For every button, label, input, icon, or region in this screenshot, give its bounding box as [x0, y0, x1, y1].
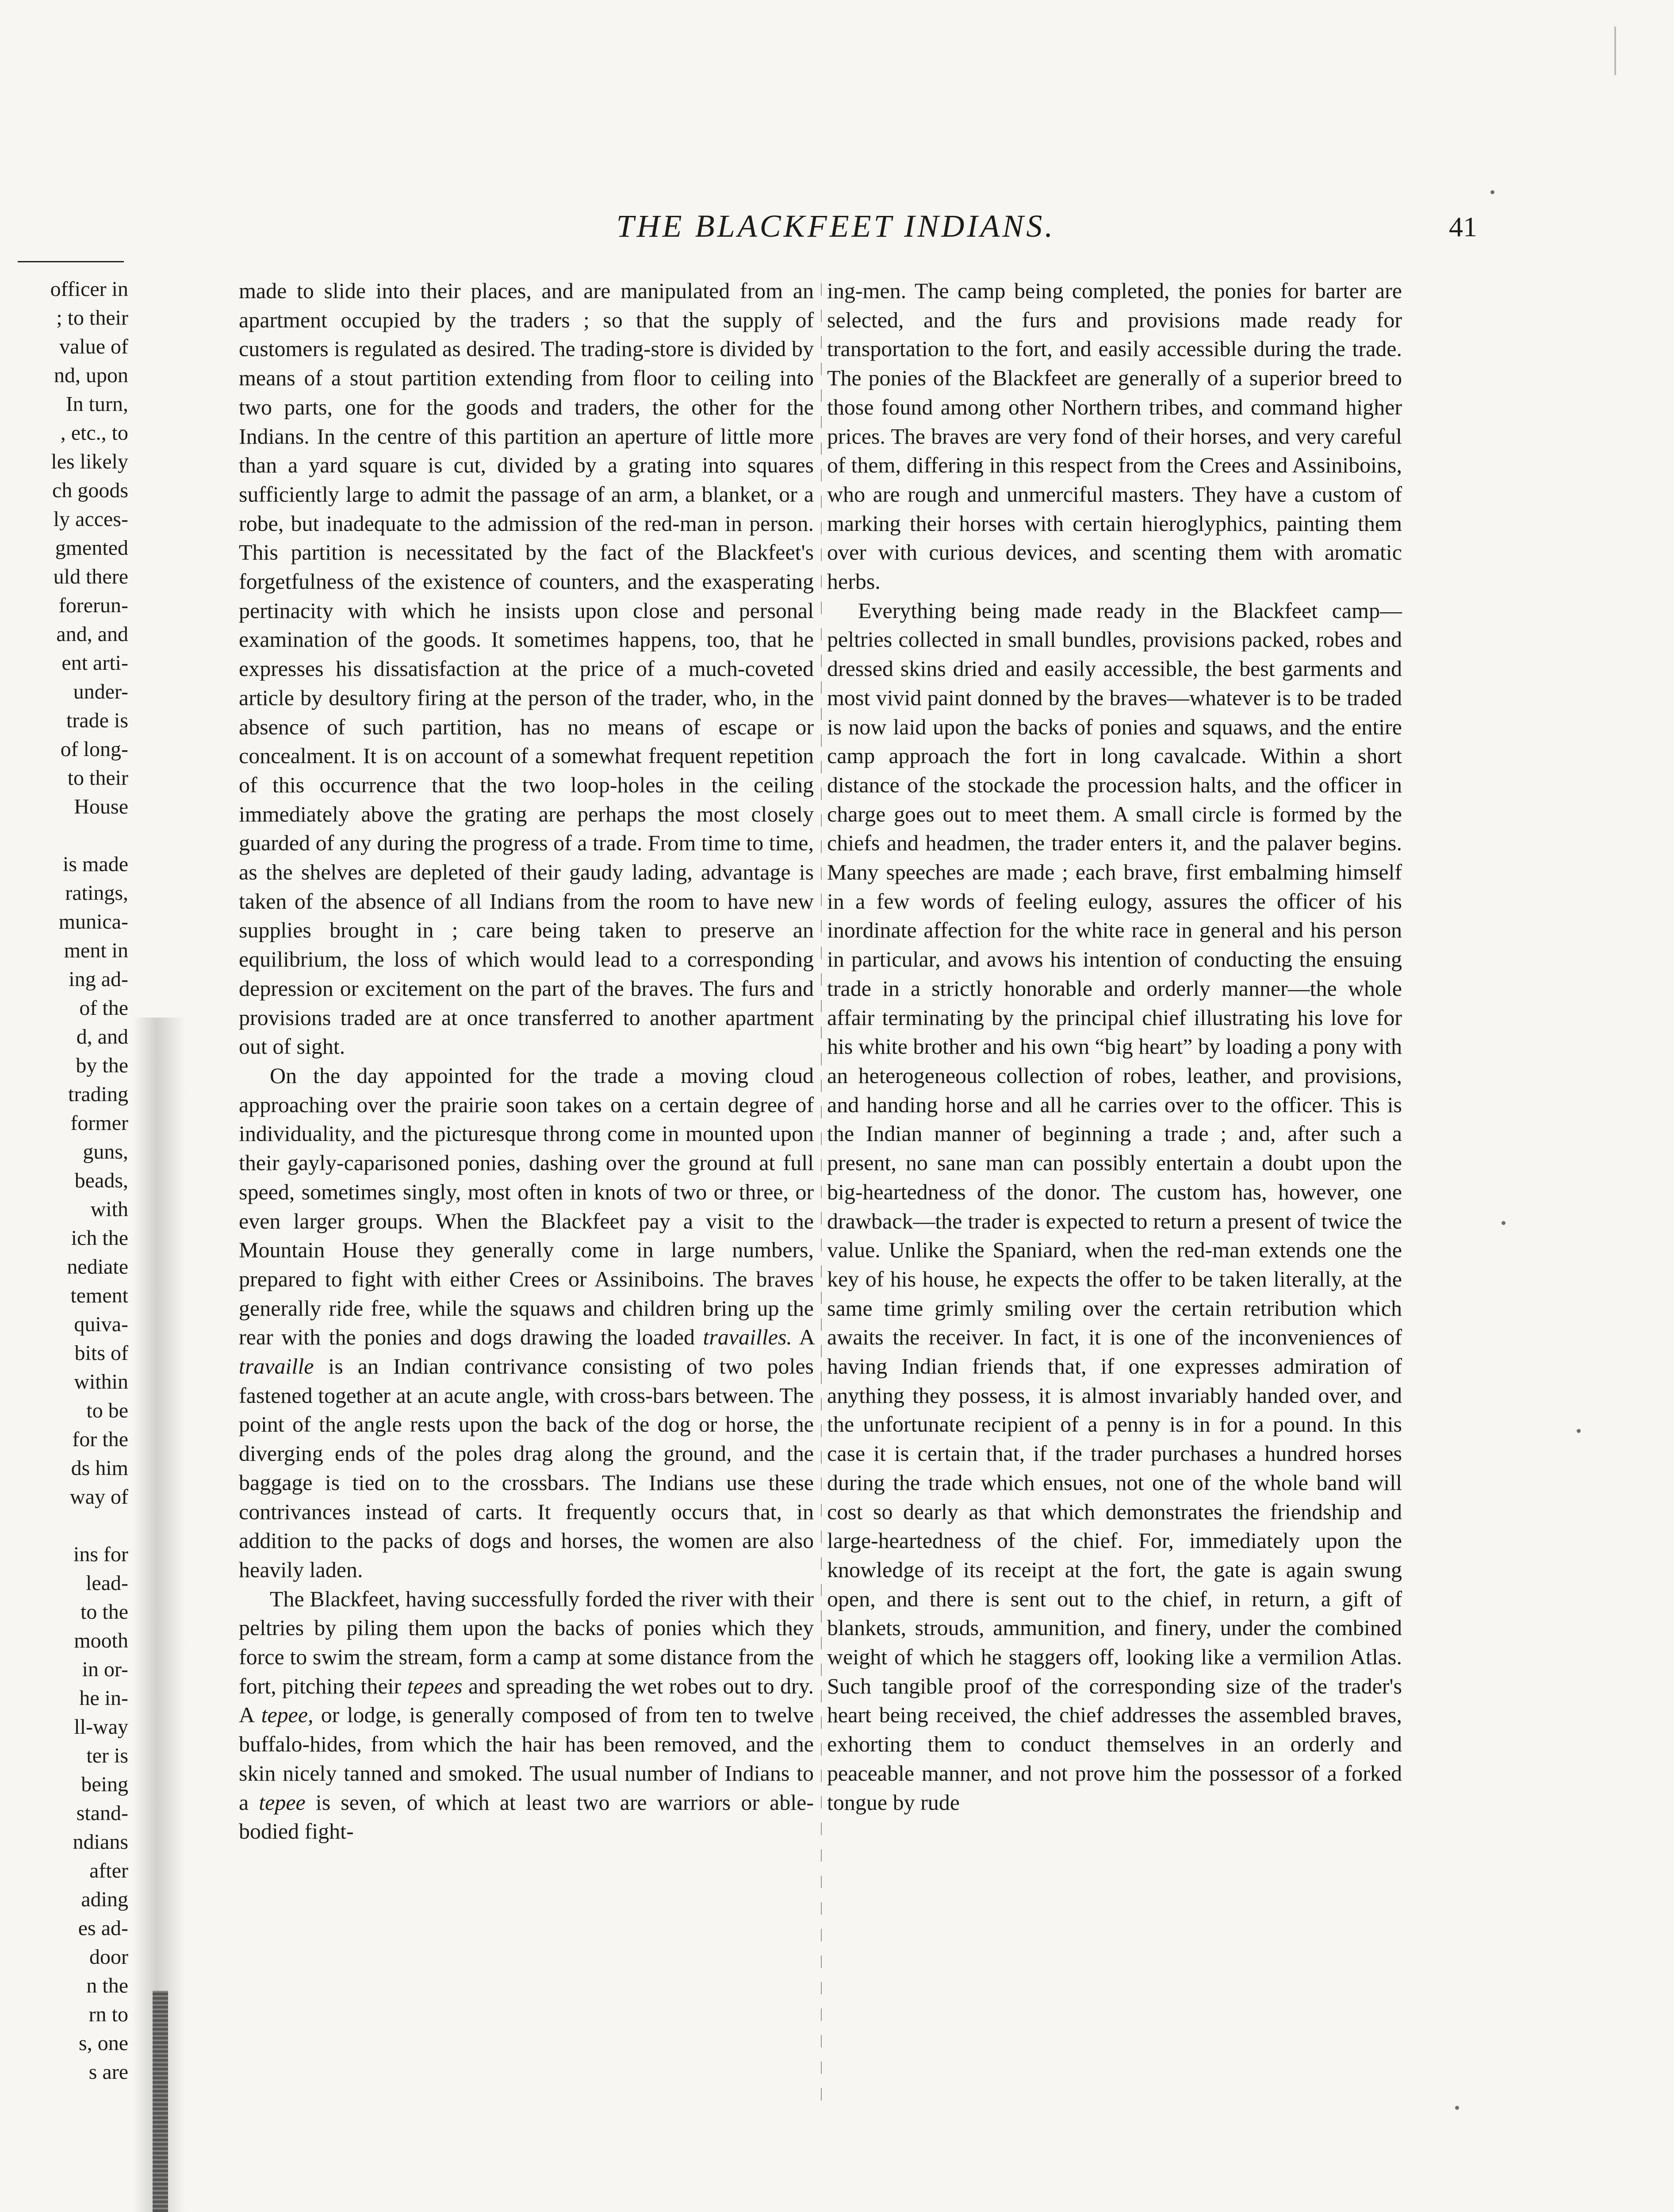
fragment-line: in or- — [82, 1658, 128, 1681]
paper-speck — [1490, 190, 1494, 194]
fragment-line: ment in — [64, 939, 128, 962]
fragment-line: nd, upon — [54, 364, 128, 387]
fragment-line: ndians — [73, 1830, 128, 1854]
column-divider — [821, 283, 822, 2110]
fragment-line: lead- — [86, 1571, 128, 1595]
fragment-line: officer in — [50, 277, 128, 301]
paper-speck — [1502, 1221, 1505, 1225]
page-number: 41 — [1449, 211, 1477, 242]
paragraph: Everything being made ready in the Blackfeet camp—peltries collected in small bundles, provisions packed, robes and dressed skins dried and easily accessible, the best garments and most vivid paint donned by the braves—whatever is to be traded is now laid upon the backs of ponies and squaws, and the entire camp approach the fort in long cavalcade. Within a short distance of the stockade the procession halts, and the officer in charge goes out to meet them. A small circle is formed by the chiefs and headmen, the trader enters it, and the palaver begins. Many speeches are made ; each brave, first embalming himself in a few words of feeling eulogy, assures the officer of his inordinate affection for the white race in general and his person in particular, and avows his intention of conducting the ensuing trade in a strictly honorable and orderly manner—the whole affair terminating by the principal chief illustrating his love for his white brother and his own “big heart” by loading a pony with an heterogeneous collection of robes, leather, and provisions, and handing horse and all he carries over to the officer. This is the Indian manner of beginning a trade ; and, after such a present, no sane man can possibly entertain a doubt upon the big-heartedness of the donor. The custom has, however, one drawback—the trader is expected to return a present of twice the value. Unlike the Spaniard, when the red-man extends one the key of his house, he expects the offer to be taken literally, at the same time grimly smiling over the certain retribution which awaits the receiver. In fact, it is one of the inconveniences of having Indian friends that, if one expresses admiration of anything they possess, it is almost invariably handed over, and the unfortunate recipient of a penny is in for a pound. In this case it is certain that, if the trader purchases a hundred horses during the trade which ensues, not one of the whole band will cost so dearly as that which demonstrates the friendship and large-heartedness of the chief. For, immediately upon the knowledge of its receipt at the fort, the gate is again swung open, and there is sent out to the chief, in return, a gift of blankets, strouds, ammunition, and finery, under the combined weight of which he staggers off, looking like a vermilion Atlas. Such tangible proof of the corresponding size of the trader's heart being received, the chief addresses the assembled braves, exhorting them to conduct themselves in an orderly and peaceable manner, and not prove him the possessor of a forked tongue by rude — [827, 598, 1402, 1815]
fragment-line: he in- — [79, 1686, 128, 1710]
fragment-line: ly acces- — [53, 507, 128, 531]
fragment-line: quiva- — [74, 1313, 128, 1336]
fragment-line: mooth — [74, 1629, 128, 1652]
fragment-line: value of — [59, 335, 128, 358]
fragment-line: In turn, — [65, 392, 128, 416]
fragment-line: ch goods — [52, 479, 128, 502]
fragment-line: door — [89, 1945, 128, 1969]
fragment-line: trading — [68, 1083, 128, 1106]
fragment-line: to their — [67, 766, 128, 790]
fragment-group-3 — [18, 1540, 128, 2086]
fragment-line: nediate — [67, 1255, 128, 1279]
fragment-line: under- — [73, 680, 128, 703]
fragment-line: by the — [76, 1054, 128, 1077]
running-header — [221, 208, 1477, 252]
fragment-line: for the — [72, 1428, 128, 1451]
fragment-line: forerun- — [58, 594, 128, 617]
page-edge-mark — [1614, 27, 1616, 75]
fragment-line: les likely — [51, 450, 128, 473]
fragment-line: s are — [88, 2060, 128, 2084]
running-title: THE BLACKFEET INDIANS. — [616, 208, 1056, 244]
paragraph: made to slide into their places, and are manipulated from an apartment occupied by the traders ; so that the supply of customers is regulated as desired. The trading-store is divided by means of a stout partition extending from floor to ceiling into two parts, one for the goods and traders, the other for the Indians. In the centre of this partition an aperture of little more than a yard square is cut, divided by a grating into squares sufficiently large to admit the passage of an arm, a blanket, or a robe, but inadequate to the admission of the red-man in person. This partition is necessitated by the fact of the Blackfeet's forgetfulness of the existence of counters, and the exasperating pertinacity with which he insists upon close and personal examination of the goods. It sometimes happens, too, that he expresses his dissatisfaction at the price of a much-coveted article by desultory firing at the person of the trader, who, in the absence of such partition, has no means of escape or concealment. It is on account of a somewhat frequent repetition of this occurrence that the two loop-holes in the ceiling immediately above the grating are perhaps the most closely guarded of any during the progress of a trade. From time to time, as the shelves are depleted of their gaudy lading, advantage is taken of the absence of all Indians from the room to have new supplies brought in ; care being taken to preserve an equilibrium, the loss of which would lead to a corresponding depression or excitement on the part of the braves. The furs and provisions traded are at once transferred to another apartment out of sight. — [239, 278, 814, 1059]
fragment-line: ading — [81, 1888, 128, 1911]
fragment-line: rn to — [88, 2003, 128, 2026]
fragment-line: former — [70, 1111, 128, 1135]
fragment-line: s, one — [79, 2032, 128, 2055]
fragment-line: being — [81, 1773, 128, 1796]
paper-speck — [1455, 2106, 1459, 2110]
fragment-line: ratings, — [65, 881, 128, 905]
fragment-line: tement — [70, 1284, 128, 1307]
fragment-line: guns, — [83, 1140, 128, 1164]
fragment-line: ent arti- — [61, 651, 128, 675]
fragment-line: ; to their — [56, 306, 128, 330]
fragment-line: munica- — [58, 910, 128, 933]
fragment-line: trade is — [66, 709, 128, 732]
paragraph: ing-men. The camp being completed, the ponies for barter are selected, and the furs and provisions made ready for transportation to the fort, and easily accessible during the trade. The ponies of the Blackfeet are generally of a superior breed to those found among other Northern tribes, and command higher prices. The braves are very fond of their horses, and very careful of them, differing in this respect from the Crees and Assiniboins, who are rough and unmerciful masters. They have a custom of marking their horses with certain hieroglyphics, painting them over with curious devices, and scenting them with aromatic herbs. — [827, 278, 1402, 594]
fragment-line: bits of — [74, 1341, 128, 1365]
fragment-group-1 — [18, 275, 128, 821]
book-spine-edge — [153, 1991, 168, 2212]
fragment-line: House — [74, 795, 128, 818]
facing-page-fragment — [18, 261, 128, 2086]
fragment-rule — [18, 261, 124, 262]
fragment-line: with — [90, 1198, 128, 1221]
fragment-line: ter is — [86, 1744, 128, 1767]
fragment-line: within — [74, 1370, 128, 1394]
fragment-line: ll-way — [74, 1715, 128, 1739]
paper-speck — [1577, 1429, 1581, 1433]
fragment-line: d, and — [76, 1025, 128, 1048]
fragment-line: ing ad- — [69, 968, 128, 991]
fragment-line: stand- — [76, 1801, 128, 1825]
fragment-line: , etc., to — [60, 421, 128, 445]
fragment-line: ich the — [71, 1226, 128, 1250]
paragraph: On the day appointed for the trade a moving cloud approaching over the prairie soon takes on a certain degree of individuality, and the picturesque throng come in mounted upon their gayly-caparisoned ponies, dashing over the ground at full speed, sometimes singly, most often in knots of two or three, or even larger groups. When the Blackfeet pay a visit to the Mountain House they generally come in large numbers, prepared to fight with either Crees or Assiniboins. The braves generally ride free, while the squaws and children bring up the rear with the ponies and dogs drawing the loaded travailles. A travaille is an Indian contrivance consisting of two poles fastened together at an acute angle, with cross-bars between. The point of the angle rests upon the back of the dog or horse, the diverging ends of the poles drag along the ground, and the baggage is tied on to the crossbars. The Indians use these contrivances instead of carts. It frequently occurs that, in addition to the packs of dogs and horses, the women are also heavily laden. — [239, 1063, 814, 1582]
fragment-line: to be — [86, 1399, 128, 1422]
fragment-line: beads, — [74, 1169, 128, 1192]
text-column-left — [239, 276, 814, 1846]
fragment-line: and, and — [56, 622, 128, 646]
fragment-line: of the — [79, 996, 128, 1020]
text-column-right — [827, 276, 1402, 1817]
fragment-line: es ad- — [78, 1916, 128, 1940]
fragment-group-2 — [18, 850, 128, 1511]
fragment-line: ds him — [71, 1456, 128, 1480]
fragment-line: ins for — [73, 1543, 128, 1566]
fragment-line: way of — [70, 1485, 128, 1509]
paragraph: The Blackfeet, having successfully forded the river with their peltries by piling them upon the backs of ponies which they force to swim the stream, form a camp at some distance from the fort, pitching their tepees and spreading the wet robes out to dry. A tepee, or lodge, is generally composed of from ten to twelve buffalo-hides, from which the hair has been removed, and the skin nicely tanned and smoked. The usual number of Indians to a tepee is seven, of which at least two are warriors or able-bodied fight- — [239, 1586, 814, 1844]
fragment-line: after — [89, 1859, 128, 1882]
fragment-line: is made — [63, 853, 128, 876]
fragment-line: uld there — [53, 565, 128, 588]
fragment-line: of long- — [60, 737, 128, 761]
fragment-line: gmented — [55, 536, 128, 560]
fragment-line: n the — [86, 1974, 128, 1997]
fragment-line: to the — [80, 1600, 128, 1624]
